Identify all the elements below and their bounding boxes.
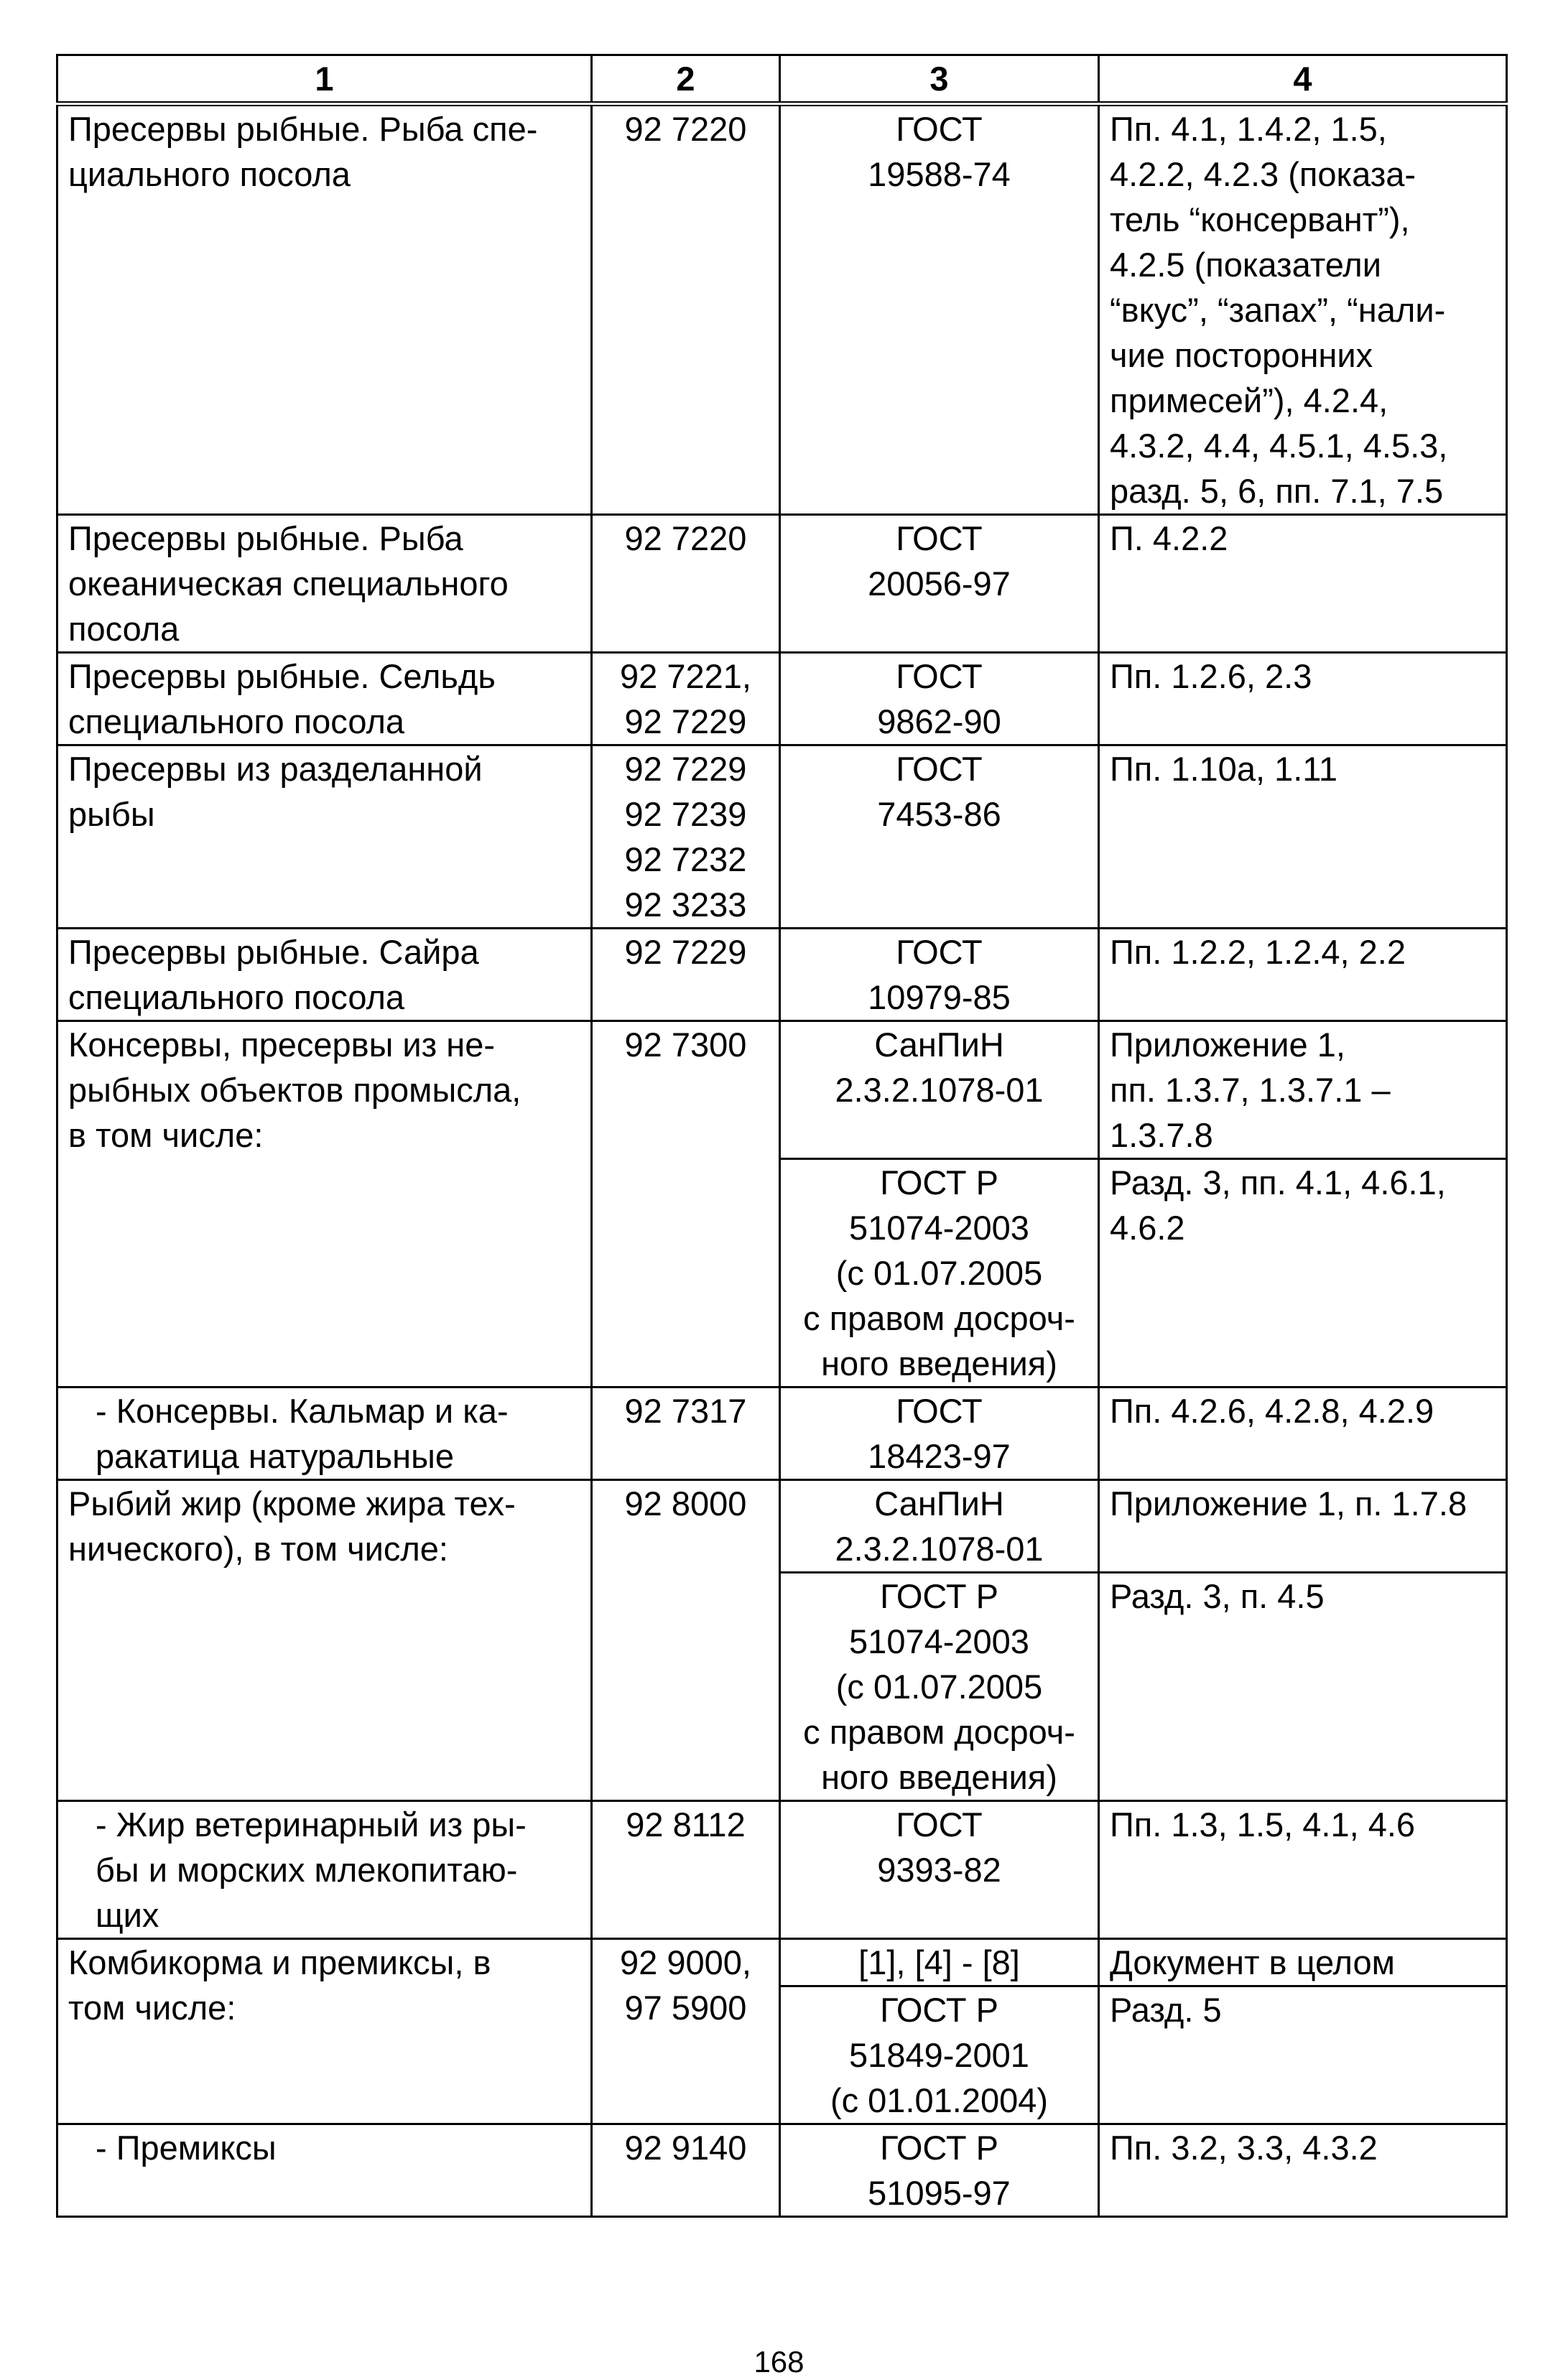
normative-doc: ГОСТ Р 51095-97 (780, 2124, 1099, 2217)
table-row (57, 1021, 1507, 1159)
product-name: Пресервы рыбные. Рыба океаническая специального посола (57, 515, 592, 653)
doc-items: Пп. 1.2.6, 2.3 (1099, 653, 1507, 745)
product-name: Пресервы из разделанной рыбы (57, 745, 592, 929)
page-number: 168 (754, 2345, 804, 2379)
table-row (57, 653, 1507, 745)
table-row (57, 2124, 1507, 2217)
normative-doc: ГОСТ 10979-85 (780, 929, 1099, 1021)
product-code: 92 7300 (592, 1021, 780, 1387)
normative-doc: ГОСТ 9393-82 (780, 1801, 1099, 1939)
doc-items: Пп. 1.10а, 1.11 (1099, 745, 1507, 929)
table-row (57, 1801, 1507, 1939)
doc-items: Разд. 5 (1099, 1986, 1507, 2124)
normative-doc: ГОСТ Р 51849-2001 (с 01.01.2004) (780, 1986, 1099, 2124)
table-row (57, 1387, 1507, 1480)
normative-doc: ГОСТ 20056-97 (780, 515, 1099, 653)
product-code: 92 7229 (592, 929, 780, 1021)
product-code: 92 8000 (592, 1480, 780, 1801)
doc-items: Пп. 4.2.6, 4.2.8, 4.2.9 (1099, 1387, 1507, 1480)
doc-items: Пп. 3.2, 3.3, 4.3.2 (1099, 2124, 1507, 2217)
doc-items: Пп. 4.1, 1.4.2, 1.5, 4.2.2, 4.2.3 (показа- тель “консервант”), 4.2.5 (показатели “вкус”, “запах”, “нали- чие посторонних примесей”), 4.2.4, 4.3.2, 4.4, 4.5.1, 4.5.3, разд. 5, 6, пп. 7.1, 7.5 (1099, 104, 1507, 515)
product-name: Пресервы рыбные. Рыба спе- циального посола (57, 104, 592, 515)
product-code: 92 7229 92 7239 92 7232 92 3233 (592, 745, 780, 929)
table-row (57, 745, 1507, 929)
normative-doc: СанПиН 2.3.2.1078-01 (780, 1021, 1099, 1159)
product-name: - Жир ветеринарный из ры- бы и морских млекопитаю- щих (57, 1801, 592, 1939)
normative-doc: ГОСТ Р 51074-2003 (с 01.07.2005 с правом досроч- ного введения) (780, 1159, 1099, 1387)
normative-doc: [1], [4] - [8] (780, 1939, 1099, 1986)
doc-items: Разд. 3, п. 4.5 (1099, 1573, 1507, 1801)
table-row (57, 515, 1507, 653)
table-row (57, 929, 1507, 1021)
table-row (57, 1480, 1507, 1573)
product-code: 92 9000, 97 5900 (592, 1939, 780, 2124)
product-code: 92 7221, 92 7229 (592, 653, 780, 745)
normative-doc: ГОСТ Р 51074-2003 (с 01.07.2005 с правом досроч- ного введения) (780, 1573, 1099, 1801)
product-name: Консервы, пресервы из не- рыбных объектов промысла, в том числе: (57, 1021, 592, 1387)
table-row (57, 1939, 1507, 1986)
col-header-1: 1 (57, 55, 592, 104)
col-header-4: 4 (1099, 55, 1507, 104)
product-name: - Премиксы (57, 2124, 592, 2217)
doc-items: Разд. 3, пп. 4.1, 4.6.1, 4.6.2 (1099, 1159, 1507, 1387)
normative-doc: ГОСТ 19588-74 (780, 104, 1099, 515)
normative-doc: ГОСТ 7453-86 (780, 745, 1099, 929)
col-header-3: 3 (780, 55, 1099, 104)
product-name: Пресервы рыбные. Сайра специального посола (57, 929, 592, 1021)
doc-items: П. 4.2.2 (1099, 515, 1507, 653)
regulation-table (56, 54, 1508, 2218)
product-code: 92 7317 (592, 1387, 780, 1480)
product-code: 92 7220 (592, 515, 780, 653)
normative-doc: ГОСТ 9862-90 (780, 653, 1099, 745)
normative-doc: ГОСТ 18423-97 (780, 1387, 1099, 1480)
table-row (57, 104, 1507, 515)
normative-doc: СанПиН 2.3.2.1078-01 (780, 1480, 1099, 1573)
col-header-2: 2 (592, 55, 780, 104)
product-name: Рыбий жир (кроме жира тех- нического), в том числе: (57, 1480, 592, 1801)
doc-items: Приложение 1, пп. 1.3.7, 1.3.7.1 – 1.3.7.8 (1099, 1021, 1507, 1159)
doc-items: Пп. 1.3, 1.5, 4.1, 4.6 (1099, 1801, 1507, 1939)
doc-items: Документ в целом (1099, 1939, 1507, 1986)
product-name: - Консервы. Кальмар и ка- ракатица натуральные (57, 1387, 592, 1480)
doc-items: Приложение 1, п. 1.7.8 (1099, 1480, 1507, 1573)
product-name: Комбикорма и премиксы, в том числе: (57, 1939, 592, 2124)
product-name: Пресервы рыбные. Сельдь специального посола (57, 653, 592, 745)
header-row (57, 55, 1507, 104)
product-code: 92 7220 (592, 104, 780, 515)
doc-items: Пп. 1.2.2, 1.2.4, 2.2 (1099, 929, 1507, 1021)
product-code: 92 9140 (592, 2124, 780, 2217)
product-code: 92 8112 (592, 1801, 780, 1939)
